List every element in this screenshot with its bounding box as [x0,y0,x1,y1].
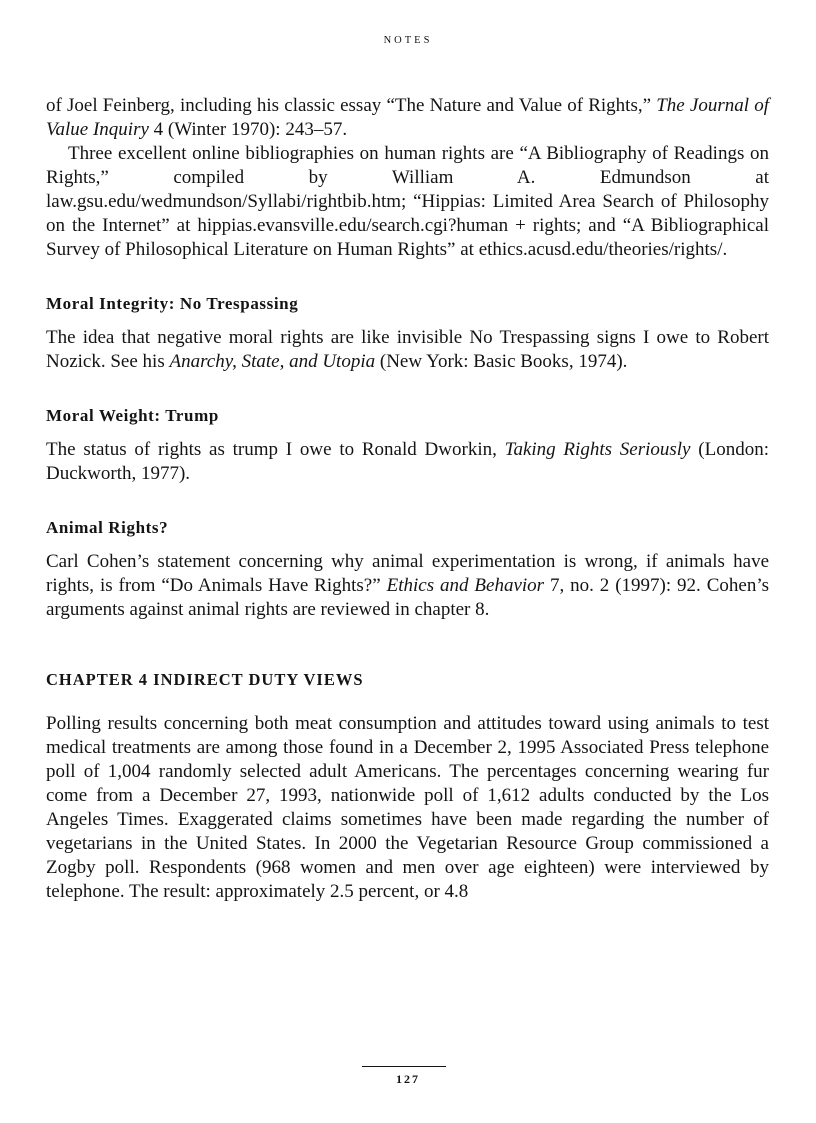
chapter-4-note: Polling results concerning both meat consumption and attitudes toward using animals to test medical treatments are among those found in a December 2, 1995 Associated Press telephone poll of 1,004 randomly selected adult Americans. The percentages concerning wearing fur come from a December 27, 1993, nationwide poll of 1,612 adults conducted by the Los Angeles Times. Exaggerated claims sometimes have been made regarding the number of vegetarians in the United States. In 2000 the Vegetarian Resource Group commissioned a Zogby poll. Respondents (968 women and men over age eighteen) were interviewed by telephone. The result: approximately 2.5 percent, or 4.8 [46,713,769,902]
journal-title: The Journal of Value Inquiry [46,95,769,140]
section-heading-animal-rights: Animal Rights? [46,518,169,537]
bibliographies-paragraph: Three excellent online bibliographies on human rights are “A Bibliography of Readings on Rights,” compiled by William A. Edmundson at law.gsu.edu/wedmundson/Syllabi/rightbib.htm; “Hippias: Limited Area Search of Philosophy on the Internet” at hippias.evansville.edu/search.cgi?human + rights; and “A Bibliographical Survey of Philosophical Literature on Human Rights” at ethics.acusd.edu/theories/rights/. [46,143,769,260]
section-heading-moral-weight: Moral Weight: Trump [46,406,219,425]
moral-integrity-note [46,326,769,374]
running-head: NOTES [383,35,433,46]
moral-weight-note [46,438,769,486]
footer-rule [362,1066,446,1067]
citation-text: 4 (Winter 1970): 243–57. [148,119,348,140]
book-title: Anarchy, State, and Utopia [169,351,376,372]
citation-text: of Joel Feinberg, including his classic essay “The Nature and Value of Rights,” [46,95,657,116]
note-text: (London: Duckworth, 1977). [46,439,769,484]
book-title: Taking Rights Seriously [504,439,691,460]
note-text: Carl Cohen’s statement concerning why animal experimentation is wrong, if animals have rights, is from “Do Animals Have Rights?” [46,551,769,596]
chapter-heading: CHAPTER 4 INDIRECT DUTY VIEWS [46,670,364,689]
note-text: The status of rights as trump I owe to Ronald Dworkin, [46,439,505,460]
page-number: 127 [396,1072,420,1086]
journal-title: Ethics and Behavior [386,575,545,596]
feinberg-citation [46,94,769,142]
note-text: The idea that negative moral rights are like invisible No Trespassing signs I owe to Robert Nozick. See his [46,327,769,372]
section-heading-moral-integrity: Moral Integrity: No Trespassing [46,294,299,313]
note-text: (New York: Basic Books, 1974). [375,351,628,372]
note-text: 7, no. 2 (1997): 92. Cohen’s arguments against animal rights are reviewed in chapter 8. [46,575,769,620]
notes-body [46,94,769,904]
animal-rights-note [46,550,769,622]
